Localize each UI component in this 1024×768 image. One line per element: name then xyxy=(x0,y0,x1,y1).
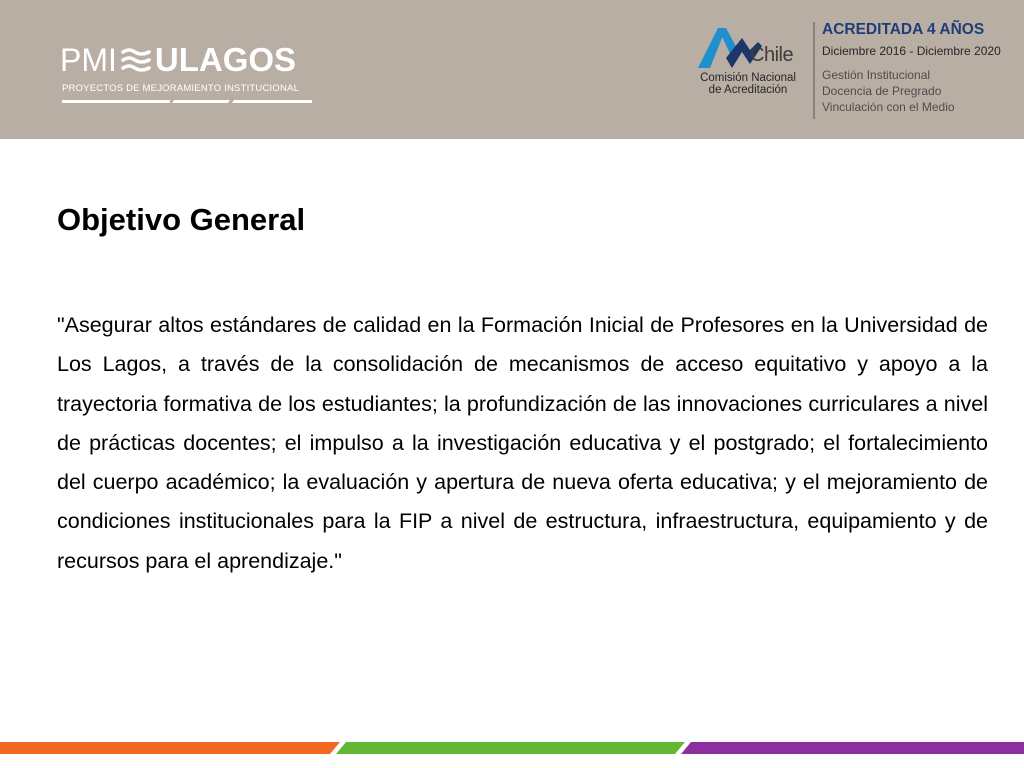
header-band xyxy=(0,0,1024,139)
pmi-underline xyxy=(62,100,312,103)
cna-chile-label: Chile xyxy=(750,44,794,66)
pmi-subtitle: PROYECTOS DE MEJORAMIENTO INSTITUCIONAL xyxy=(62,83,300,94)
waves-icon xyxy=(121,46,151,74)
accreditation-title: ACREDITADA 4 AÑOS xyxy=(822,21,985,38)
footer-stripe-orange xyxy=(0,742,340,754)
slide-title: Objetivo General xyxy=(57,202,306,237)
accreditation-area: Gestión Institucional xyxy=(822,68,931,82)
objective-paragraph: "Asegurar altos estándares de calidad en la Formación Inicial de Profesores en la Universidad de Los Lagos, a través de la consolidación de mecanismos de acceso equitativo y apoyo a la trayectoria formativa de los estudiantes; la profundización de las innovaciones curriculares a nivel de prácticas docentes; el impulso a la investigación educativa y el postgrado; el fortalecimiento del cuerpo académico; la evaluación y apertura de nueva oferta educativa; y el mejoramiento de condiciones institucionales para la FIP a nivel de estructura, infraestructura, equipamiento y de recursos para el aprendizaje." xyxy=(57,313,988,573)
accreditation-info xyxy=(822,20,1022,115)
footer-stripe-purple xyxy=(681,742,1024,754)
ulagos-label: ULAGOS xyxy=(154,41,297,78)
pmi-wordmark xyxy=(60,40,296,80)
accreditation-area: Docencia de Pregrado xyxy=(822,84,942,98)
accreditation-area: Vinculación con el Medio xyxy=(822,100,955,114)
header-divider xyxy=(813,22,815,119)
pmi-ulagos-logo xyxy=(60,40,320,110)
cna-name-line1: Comisión Nacional xyxy=(700,72,796,84)
pmi-label: PMI xyxy=(60,42,117,78)
accreditation-period: Diciembre 2016 - Diciembre 2020 xyxy=(822,44,1001,58)
accreditation-areas xyxy=(822,67,1022,115)
footer-color-stripes xyxy=(0,742,1024,754)
cna-name-line2: de Acreditación xyxy=(708,84,788,96)
footer-stripe-green xyxy=(336,742,685,754)
cna-logo xyxy=(692,24,807,104)
